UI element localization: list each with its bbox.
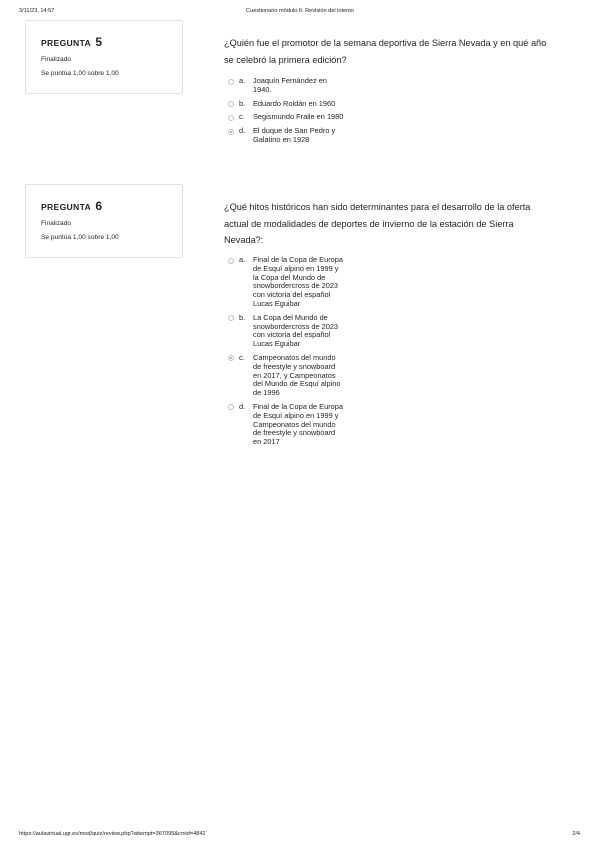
question-title (41, 35, 182, 49)
radio-button[interactable] (228, 315, 234, 321)
answer-option-b[interactable] (228, 314, 358, 349)
question-text: ¿Qué hitos históricos han sido determinantes para el desarrollo de la oferta actual de modalidades de deportes de invierno de la estación de Sierra Nevada?: (224, 202, 531, 245)
radio-button[interactable] (228, 79, 234, 85)
question-info-box (25, 20, 183, 94)
question-number: 5 (95, 35, 103, 49)
answer-option-c[interactable] (228, 113, 358, 122)
answer-text: Segismundo Fraile en 1980 (253, 112, 344, 122)
answer-letter: a. (239, 76, 246, 85)
answer-letter: c. (239, 352, 245, 362)
answer-letter: a. (239, 255, 246, 264)
radio-button[interactable] (228, 101, 234, 107)
answer-text: El duque de San Pedro y Galatino en 1928 (253, 126, 336, 144)
print-url: https://aulavirtual.ugr.es/mod/quiz/review.php?attempt=367095&cmid=4842 (19, 831, 206, 837)
radio-button[interactable] (228, 115, 234, 121)
answer-letter: b. (239, 312, 246, 322)
answer-list (228, 77, 358, 150)
answer-letter: d. (239, 401, 246, 411)
print-page-title: Cuestionario módulo 6: Revisión del intento (246, 8, 354, 14)
answer-text: Final de la Copa de Europa de Esquí alpino en 1999 y Campeonatos del mundo de freestyle y snowboard en 2017 (253, 401, 343, 447)
question-text: ¿Quién fue el promotor de la semana deportiva de Sierra Nevada y en qué año se celebró la primera edición? (224, 38, 547, 65)
answer-text: Joaquín Fernández en 1940. (253, 76, 327, 94)
answer-text: Eduardo Roldán en 1960 (253, 98, 336, 108)
answer-option-c[interactable] (228, 354, 358, 398)
answer-option-b[interactable] (228, 100, 358, 109)
question-info-box (25, 184, 183, 258)
question-grade: Se puntúa 1,00 sobre 1,00 (41, 234, 119, 241)
question-label: PREGUNTA (41, 38, 91, 48)
answer-text: Final de la Copa de Europa de Esquí alpino en 1999 y la Copa del Mundo de snowbordercross de 2023 con victoria del español Lucas Eguibar (253, 255, 343, 308)
answer-letter: c. (239, 112, 245, 122)
print-page-number: 2/4 (572, 831, 580, 837)
answer-list (228, 256, 358, 452)
answer-letter: b. (239, 98, 246, 108)
radio-button-selected[interactable] (228, 129, 234, 135)
answer-option-a[interactable] (228, 77, 358, 95)
answer-letter: d. (239, 126, 246, 136)
print-datetime: 3/11/23, 14:57 (19, 8, 55, 14)
answer-option-d[interactable] (228, 403, 358, 447)
question-state: Finalizado (41, 220, 72, 227)
radio-button[interactable] (228, 404, 234, 410)
question-number: 6 (95, 199, 103, 213)
answer-option-d[interactable] (228, 127, 358, 145)
question-grade: Se puntúa 1,00 sobre 1,00 (41, 70, 119, 77)
answer-option-a[interactable] (228, 256, 358, 309)
question-state: Finalizado (41, 56, 72, 63)
answer-text: Campeonatos del mundo de freestyle y snowboard en 2017, y Campeonatos del Mundo de Esquí alpino de 1996 (253, 352, 341, 398)
radio-button[interactable] (228, 258, 234, 264)
radio-button-selected[interactable] (228, 355, 234, 361)
question-label: PREGUNTA (41, 202, 91, 212)
question-title (41, 199, 182, 213)
answer-text: La Copa del Mundo de snowbordercross de 2023 con victoria del español Lucas Eguibar (253, 312, 339, 349)
